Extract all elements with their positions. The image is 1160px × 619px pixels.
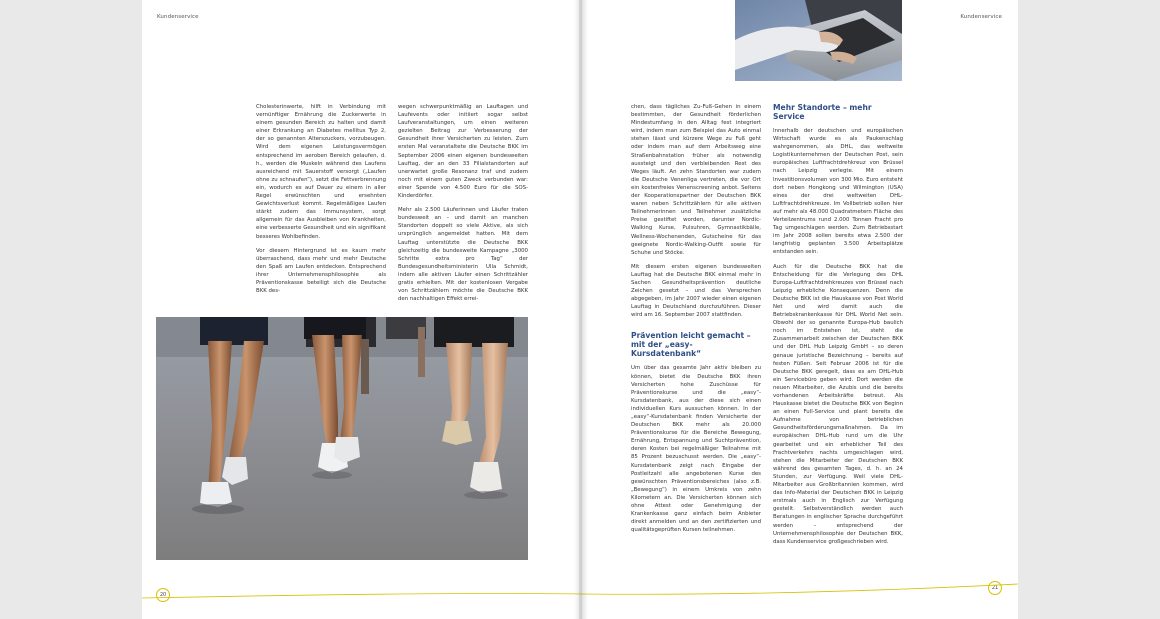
paragraph: Auch für die Deutsche BKK hat die Entscheidung für die Verlegung des DHL Europa-Luftfrachtdrehkreuzes von Brüssel nach Leipzig erhebliche Konsequenzen. Denn die Deutsche BKK ist die Hauskasse von Post World Net und wird damit auch die Betriebskrankenkasse für DHL World Net sein. Obwohl der so genannte Europa-Hub baulich noch im Entstehen ist, steht die Zusammenarbeit zwischen der Deutschen BKK und der DHL Hub Leipzig GmbH – so deren genaue juristische Bezeichnung – bereits auf festen Füßen. Seit Februar 2006 ist für die Deutsche BKK geregelt, dass es am DHL-Hub ein Servicebüro geben wird. Dort werden die neuen Mitarbeiter, die Azubis und die bereits vorhandenen Arbeitskräfte betreut. Als Hauskasse bietet die Deutsche BKK von Beginn an einen Full-Service und plant bereits die Aufnahme von betrieblichen Gesundheitsförderungsmaßnahmen. Da im europäischen DHL-Hub rund um die Uhr gearbeitet und ein erheblicher Teil des Frachtverkehrs nachts umgeschlagen wird, stehen die Mitarbeiter der Deutschen BKK während des gesamten Tages, d. h. an 24 Stunden, zur Verfügung. Weil viele DHL-Mitarbeiter aus Großbritannien kommen, wird das Info-Material der Deutschen BKK in Leipzig erstmals auch in Englisch zur Verfügung gestellt. Selbstverständlich werden auch Beratungen in englischer Sprache durchgeführt werden – entsprechend der Unternehmensphilosophie der Deutschen BKK, dass Kundenservice großgeschrieben wird. bbox=[773, 263, 903, 545]
section-heading-easy-kursdatenbank: Prävention leicht gemacht – mit der „easy-Kursdatenbank“ bbox=[631, 331, 751, 359]
left-page-column-1 bbox=[256, 103, 386, 309]
page-number-left: 20 bbox=[156, 588, 170, 602]
paragraph: wegen schwerpunktmäßig an Lauftagen und Laufevents oder initiiert sogar selbst Laufveranstaltungen, um einen weiteren gezielten Beitrag zur Verbesserung der Gesundheit ihrer Versicherten zu leisten. Zum ersten Mal veranstaltete die Deutsche BKK im September 2006 einen eigenen bundesweiten Lauftag, der an den 33 Filialstandorten auf unerwartet große Resonanz traf und zudem noch mit einem guten Zweck verbunden war: einer Spende von 4.500 Euro für die SOS-Kinderdörfer. bbox=[398, 104, 528, 200]
right-page-column-1 bbox=[631, 103, 761, 565]
page-header-right: Kundenservice bbox=[960, 14, 1002, 20]
page-header-left: Kundenservice bbox=[157, 14, 199, 20]
paragraph: chen, dass tägliches Zu-Fuß-Gehen in einem bestimmten, der Gesundheit förderlichen Mindestumfang in den Alltag fest integriert wird, indem man zum Beispiel das Auto einmal stehen lässt und kürzere Wege zu Fuß geht oder indem man auf dem Arbeitsweg eine Straßenbahnstation früher als notwendig aussteigt und den verbleibenden Rest des Weges läuft. An zehn Standorten war zudem die Deutsche Venenliga vertreten, die vor Ort ein kostenfreies Venenscreening anbot. Seitens der Kooperationspartner der Deutschen BKK waren neben Schrittzählern für alle aktiven Teilnehmerinnen und Teilnehmer zusätzliche Preise gestiftet worden, darunter Nordic-Walking Kurse, Pulsuhren, Gymnastikbälle, Wellness-Wochenenden, Gutscheine für das geeignete Nordic-Walking-Outfit sowie für Schuhe und Stöcke. bbox=[631, 104, 761, 256]
paragraph: Um über das gesamte Jahr aktiv bleiben zu können, bietet die Deutsche BKK ihren Versicherten hohe Zuschüsse für Präventionskurse und die „easy“-Kursdatenbank, aus der diese sich einen individuellen Kurs aussuchen können. In der „easy“-Kursdatenbank finden Versicherte der Deutschen BKK mehr als 20.000 Präventionskurse für die Bereiche Bewegung, Ernährung, Entspannung und Suchtprävention, deren Kosten bei regelmäßiger Teilnahme mit 85 Prozent bezuschusst werden. Die „easy“-Kursdatenbank zeigt nach Eingabe der Postleitzahl alle angebotenen Kurse des gewünschten Präventionsbereiches (also z.B. „Bewegung“) in einem Umkreis von zehn Kilometern an. Die Versicherten können sich ohne Attest oder Genehmigung der Krankenkasse ganz einfach beim Anbieter direkt anmelden und an den zertifizierten und qualitätsgeprüften Kursen teilnehmen. bbox=[631, 365, 761, 534]
laptop-photo bbox=[735, 0, 902, 81]
paragraph: Vor diesem Hintergrund ist es kaum mehr überraschend, dass mehr und mehr Deutsche den Spaß am Laufen entdecken. Entsprechend ihrer Unternehmensphilosophie als Präventionskasse beteiligt sich die Deutsche BKK des- bbox=[256, 247, 386, 295]
hands-on-keyboard-image bbox=[735, 0, 902, 81]
runners-photo bbox=[156, 317, 528, 560]
paragraph: Innerhalb der deutschen und europäischen Wirtschaft wurde es als Paukenschlag wahrgenommen, als DHL, das weltweite Logistikunternehmen der Deutschen Post, sein europäisches Luftfrachtdrehkreuz von Brüssel nach Leipzig verlegte. Mit einem Investitionsvolumen von 300 Mio. Euro entsteht dort neben Hongkong und Wilmington (USA) eines der drei weltweiten DHL-Luftfrachtdrehkreuze. Im Vollbetrieb sollen hier auf mehr als 48.000 Quadratmetern Fläche des Verteilzentrums rund 2.000 Tonnen Fracht pro Tag umgeschlagen werden. Zum Betriebsstart im Jahr 2008 sollen bereits etwa 2.500 der langfristig geplanten 3.500 Arbeitsplätze entstanden sein. bbox=[773, 128, 903, 256]
paragraph: Mit diesem ersten eigenen bundesweiten Lauftag hat die Deutsche BKK einmal mehr in Sachen Gesundheitsprävention deutliche Zeichen gesetzt – und das Versprechen abgegeben, im Jahr 2007 wieder einen eigenen Lauftag in Deutschland durchzuführen. Dieser wird am 16. September 2007 stattfinden. bbox=[631, 263, 761, 319]
page-number-right: 21 bbox=[988, 581, 1002, 595]
runners-legs-image bbox=[156, 317, 528, 560]
section-heading-mehr-standorte: Mehr Standorte – mehr Service bbox=[773, 103, 872, 121]
right-page-column-2 bbox=[773, 103, 903, 565]
paragraph: Mehr als 2.500 Läuferinnen und Läufer traten bundesweit an – und damit an manchen Standorten doppelt so viele Aktive, als sich ursprünglich angemeldet hatten. Mit dem Lauftag unterstützte die Deutsche BKK gleichzeitig die bundesweite Kampagne „3000 Schritte extra pro Tag“ der Bundesgesundheitsministerin Ulla Schmidt, indem alle aktiven Läufer einen Schrittzähler gratis erhielten. Mit der kostenlosen Vergabe von Schrittzählern möchte die Deutsche BKK den nachhaltigen Effekt errei- bbox=[398, 207, 528, 303]
left-page bbox=[142, 0, 579, 619]
right-page bbox=[582, 0, 1018, 619]
spine-shadow bbox=[574, 0, 588, 619]
paragraph: Cholesterinwerte, hilft in Verbindung mit vernünftiger Ernährung die Zuckerwerte in einem gesunden Bereich zu halten und damit einer Erkrankung an Diabetes mellitus Typ 2, der so genannten Alterszuckers, vorzubeugen. Wird dem eigenen Leistungsvermögen entsprechend im aeroben Bereich gelaufen, d. h., werden die Muskeln während des Laufens ausreichend mit Sauerstoff versorgt („Laufen ohne zu schnaufen“), setzt die Fettverbrennung ein, wodurch es auf Dauer zu einem in aller Regel erwünschten und ersehnten Gewichtsverlust kommt. Regelmäßiges Laufen stärkt zudem das Immunsystem, sorgt allgemein für das Ausbleiben von Krankheiten, eine verbesserte Gesundheit und ein signifikant besseres Wohlbefinden. bbox=[256, 104, 386, 240]
left-page-column-2 bbox=[398, 103, 528, 309]
